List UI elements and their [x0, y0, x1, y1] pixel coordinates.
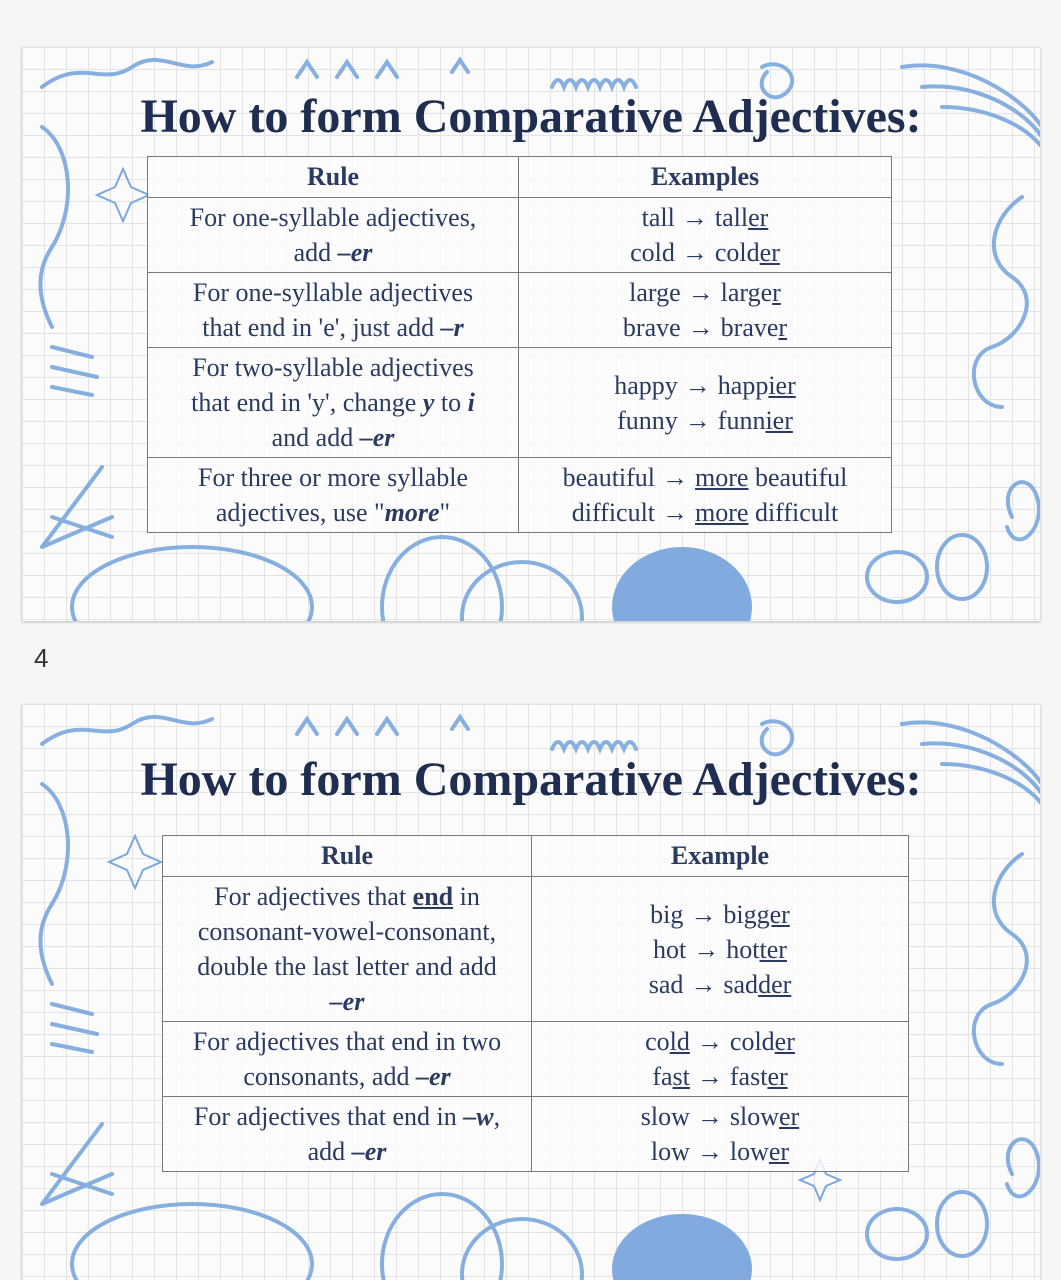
- table-row: [163, 877, 909, 1022]
- example: difficult → more difficult: [571, 498, 839, 527]
- examples-cell: [519, 458, 892, 533]
- example: slow → slower: [640, 1102, 800, 1131]
- example: beautiful → more beautiful: [562, 463, 848, 492]
- rule-text: adjectives, use "more": [215, 498, 451, 527]
- table-row: [148, 198, 892, 273]
- rule-text: double the last letter and add: [197, 952, 497, 981]
- table-row: [163, 1097, 909, 1172]
- rule-text: –er: [329, 987, 365, 1016]
- rule-text: that end in 'e', just add –r: [202, 313, 464, 342]
- table-row: [163, 1022, 909, 1097]
- rule-cell: [148, 348, 519, 458]
- arrow-icon: →: [687, 313, 714, 342]
- rule-cell: [148, 273, 519, 348]
- table-header-row: [148, 157, 892, 198]
- arrow-icon: →: [681, 203, 708, 232]
- rule-column-header: Rule: [148, 157, 519, 198]
- example: happy → happier: [614, 370, 796, 400]
- example: hot → hotter: [653, 934, 787, 964]
- rule-text: For two-syllable adjectives: [192, 353, 474, 382]
- rule-text: add –er: [307, 1137, 387, 1166]
- table-row: [148, 348, 892, 458]
- rule-text: add –er: [293, 238, 373, 267]
- arrow-icon: →: [690, 969, 717, 999]
- rule-column-header: Rule: [163, 836, 532, 877]
- rule-text: For one-syllable adjectives: [192, 278, 474, 307]
- table-header-row: [163, 836, 909, 877]
- rule-text: For adjectives that end in two: [192, 1027, 502, 1056]
- rule-text: For adjectives that end in: [214, 882, 480, 911]
- table-row: [148, 273, 892, 348]
- examples-cell: [532, 1022, 909, 1097]
- rule-cell: [163, 1022, 532, 1097]
- examples-cell: [519, 348, 892, 458]
- example: tall → taller: [641, 203, 769, 232]
- table-row: [148, 458, 892, 533]
- rule-text: and add –er: [271, 423, 395, 452]
- examples-cell: [532, 877, 909, 1022]
- arrow-icon: →: [684, 370, 711, 400]
- example: cold → colder: [645, 1027, 795, 1056]
- examples-column-header: Example: [532, 836, 909, 877]
- example: sad → sadder: [648, 969, 792, 999]
- slide-title: How to form Comparative Adjectives:: [140, 753, 922, 806]
- example: funny → funnier: [617, 405, 793, 435]
- arrow-icon: →: [687, 278, 714, 307]
- arrow-icon: →: [696, 1027, 723, 1056]
- examples-cell: [519, 198, 892, 273]
- slide-2: [22, 704, 1040, 1280]
- rule-text: that end in 'y', change y to i: [191, 388, 475, 417]
- rule-cell: [148, 458, 519, 533]
- arrow-icon: →: [681, 238, 708, 267]
- example: big → bigger: [650, 899, 790, 929]
- example: fast → faster: [652, 1062, 788, 1091]
- examples-cell: [519, 273, 892, 348]
- arrow-icon: →: [662, 463, 689, 492]
- arrow-icon: →: [662, 498, 689, 527]
- rule-cell: [163, 1097, 532, 1172]
- rule-cell: [163, 877, 532, 1022]
- examples-column-header: Examples: [519, 157, 892, 198]
- arrow-icon: →: [684, 405, 711, 435]
- example: large → larger: [629, 278, 781, 307]
- rule-text: consonants, add –er: [243, 1062, 451, 1091]
- arrow-icon: →: [696, 1062, 723, 1091]
- rules-table: [147, 156, 892, 533]
- arrow-icon: →: [696, 1137, 723, 1166]
- examples-cell: [532, 1097, 909, 1172]
- rule-text: For adjectives that end in –w,: [193, 1102, 501, 1131]
- example: brave → braver: [622, 313, 788, 342]
- rule-text: For three or more syllable: [197, 463, 469, 492]
- arrow-icon: →: [696, 1102, 723, 1131]
- rule-cell: [148, 198, 519, 273]
- rule-text: For one-syllable adjectives,: [189, 203, 477, 232]
- slide-title: How to form Comparative Adjectives:: [140, 90, 922, 143]
- arrow-icon: →: [690, 899, 717, 929]
- arrow-icon: →: [693, 934, 720, 964]
- rule-text: consonant-vowel-consonant,: [197, 917, 497, 946]
- example: cold → colder: [630, 238, 780, 267]
- example: low → lower: [650, 1137, 790, 1166]
- page-number: 4: [34, 643, 49, 673]
- slide-1: [22, 47, 1040, 621]
- rules-table: [162, 835, 909, 1172]
